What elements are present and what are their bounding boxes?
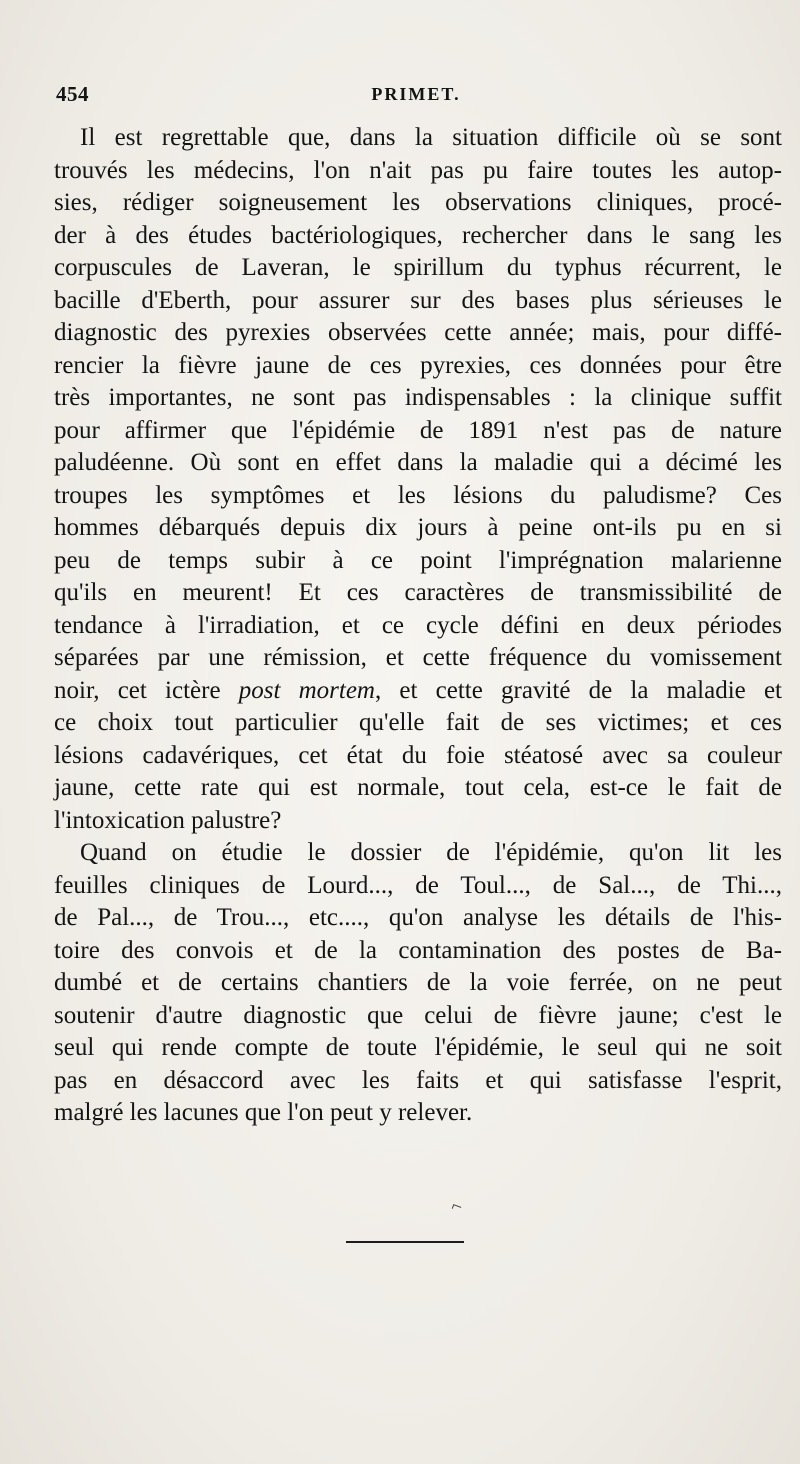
text-line: diagnostic des pyrexies observées cette année; mais, pour diffé- — [54, 319, 782, 346]
text-line: toire des convois et de la contamination des postes de Ba- — [54, 936, 782, 964]
text-line: corpuscules de Laveran, le spirillum du typhus récurrent, le — [54, 254, 782, 281]
text-line: lésions cadavériques, cet état du foie stéatosé avec sa couleur — [54, 741, 782, 769]
text-line: dumbé et de certains chantiers de la voie ferrée, on ne peut — [54, 969, 782, 996]
text-line: l'intoxication palustre? — [54, 806, 282, 834]
body-text — [54, 122, 782, 1130]
text-line: sies, rédiger soigneusement les observations cliniques, procé- — [54, 189, 782, 216]
text-line: Il est regrettable que, dans la situation difficile où se sont — [80, 124, 782, 151]
page-number: 454 — [56, 82, 89, 106]
text-line: jaune, cette rate qui est normale, tout cela, est-ce le fait de — [54, 774, 782, 801]
running-title: PRIMET. — [371, 84, 461, 104]
text-line: peu de temps subir à ce point l'imprégnation malarienne — [54, 546, 782, 574]
text-line: seul qui rende compte de toute l'épidémie, le seul qui ne soit — [54, 1034, 782, 1061]
text-line: hommes débarqués depuis dix jours à peine ont-ils pu en si — [54, 514, 782, 541]
text-line: paludéenne. Où sont en effet dans la maladie qui a décimé les — [54, 449, 782, 476]
text-line: trouvés les médecins, l'on n'ait pas pu faire toutes les autop- — [54, 156, 782, 184]
text-line: très importantes, ne sont pas indispensables : la clinique suffit — [54, 384, 782, 411]
text-line: pour affirmer que l'épidémie de 1891 n'est pas de nature — [54, 416, 782, 444]
text-line: soutenir d'autre diagnostic que celui de fièvre jaune; c'est le — [54, 1001, 782, 1029]
text-line: pas en désaccord avec les faits et qui satisfasse l'esprit, — [54, 1066, 782, 1094]
stray-mark: ⌐ — [449, 1194, 466, 1218]
paragraph — [54, 837, 782, 1130]
text-line: Quand on étudie le dossier de l'épidémie, qu'on lit les — [80, 839, 782, 866]
text-line: ce choix tout particulier qu'elle fait de ses victimes; et ces — [54, 709, 782, 736]
text-line: séparées par une rémission, et cette fréquence du vomissement — [54, 644, 782, 671]
text-line: rencier la fièvre jaune de ces pyrexies, ces données pour être — [54, 351, 782, 379]
text-line: de Pal..., de Trou..., etc...., qu'on analyse les détails de l'his- — [54, 904, 782, 931]
text-line: der à des études bactériologiques, rechercher dans le sang les — [54, 221, 782, 249]
section-separator — [346, 1241, 464, 1243]
text-line: feuilles cliniques de Lourd..., de Toul..., de Sal..., de Thi..., — [54, 871, 782, 899]
text-line: qu'ils en meurent! Et ces caractères de transmissibilité de — [54, 579, 782, 606]
text-line: malgré les lacunes que l'on peut y relever. — [54, 1099, 473, 1126]
text-line: bacille d'Eberth, pour assurer sur des bases plus sérieuses le — [54, 286, 782, 314]
text-line: troupes les symptômes et les lésions du paludisme? Ces — [54, 481, 782, 509]
text-line: noir, cet ictère post mortem, et cette gravité de la maladie et — [54, 676, 782, 704]
running-head — [56, 82, 776, 118]
paragraph — [54, 122, 782, 837]
text-line: tendance à l'irradiation, et ce cycle défini en deux périodes — [54, 611, 782, 639]
